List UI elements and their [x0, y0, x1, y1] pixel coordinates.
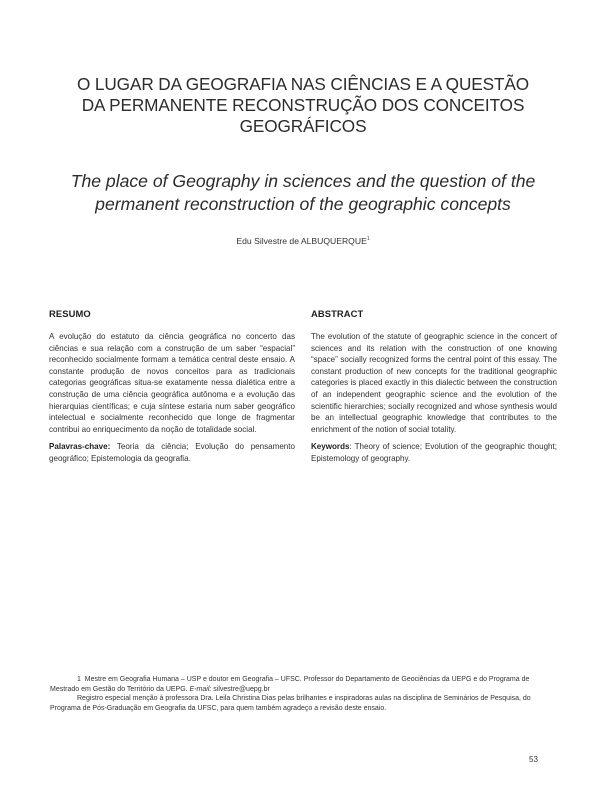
title-pt-line: DA PERMANENTE RECONSTRUÇÃO DOS CONCEITOS	[81, 95, 525, 115]
abstract-section	[311, 308, 557, 473]
title-en-line: permanent reconstruction of the geographic concepts	[95, 194, 511, 214]
page-number: 53	[529, 755, 538, 764]
resumo-text: A evolução do estatuto da ciência geográfica no concerto das ciências e sua relação com a construção de um saber “espacial” reconhecido socialmente formam a temática central deste ensaio. A constante produção de novos conceitos para as tradicionais categorias geográficas situa-se exatamente nessa dialética entre a construção de uma ciência geográfica autônoma e a evolução das hierarquias científicas; e cuja síntese estaria num saber geográfico intelectual e socialmente reconhecido que longe de fragmentar contribui ao enriquecimento da noção de totalidade social.	[49, 332, 295, 434]
title-english	[40, 170, 566, 216]
footnote-1-email[interactable]: silvestre@uepg.br	[211, 685, 270, 693]
footnote-1-number: 1	[77, 676, 81, 683]
abstract-text: The evolution of the statute of geographic science in the concert of sciences and its relation with the construction of one knowing “space” socially recognized forms the central point of this essay. The constant production of new concepts for the traditional geographic categories is placed exactly in this dialectic between the construction of an independent geographic science and the evolution of the scientific hierarchies; socially recognized and whose synthesis would be an intellectual geographic knowledge that contributes to the enrichment of the notion of social totality.	[311, 332, 557, 434]
resumo-section	[49, 308, 295, 473]
resumo-keywords	[49, 441, 295, 464]
abstract-keywords-text: : Theory of science; Evolution of the geographic thought; Epistemology of geography.	[311, 442, 557, 463]
author	[40, 236, 566, 246]
title-pt-line: GEOGRÁFICOS	[239, 116, 367, 136]
title-portuguese	[40, 74, 566, 137]
title-pt-line: O LUGAR DA GEOGRAFIA NAS CIÊNCIAS E A QUESTÃO	[76, 74, 530, 94]
author-footnote-mark: 1	[366, 236, 370, 242]
resumo-heading: RESUMO	[49, 308, 91, 319]
footnote-1-text: Mestre em Geografia Humana – USP e doutor em Geografia – UFSC. Professor do Departamento de Geociências da UEPG e do Programa de Mestrado em Gestão do Território da UEPG.	[50, 676, 530, 693]
resumo-keywords-text: Teoria da ciência; Evolução do pensamento geográfico; Epistemologia da geografia.	[49, 442, 295, 463]
resumo-keywords-label: Palavras-chave:	[49, 442, 111, 452]
footnote-1-email-label: E-mail:	[189, 685, 212, 693]
abstract-keywords-label: Keywords	[311, 442, 350, 452]
footnotes	[50, 675, 556, 713]
footnote-1	[50, 675, 556, 694]
title-en-line: The place of Geography in sciences and the question of the	[70, 171, 536, 191]
author-name: Edu Silvestre de ALBUQUERQUE	[236, 236, 367, 246]
footnote-2: Registro especial menção à professora Dra. Leila Christina Dias pelas brilhantes e inspiradoras aulas na disciplina de Seminários de Pesquisa, do Programa de Pós-Graduação em Geografia da UFSC, para quem também agradeço a revisão deste ensaio.	[50, 695, 531, 712]
abstract-heading: ABSTRACT	[311, 308, 364, 319]
abstract-keywords	[311, 441, 557, 464]
